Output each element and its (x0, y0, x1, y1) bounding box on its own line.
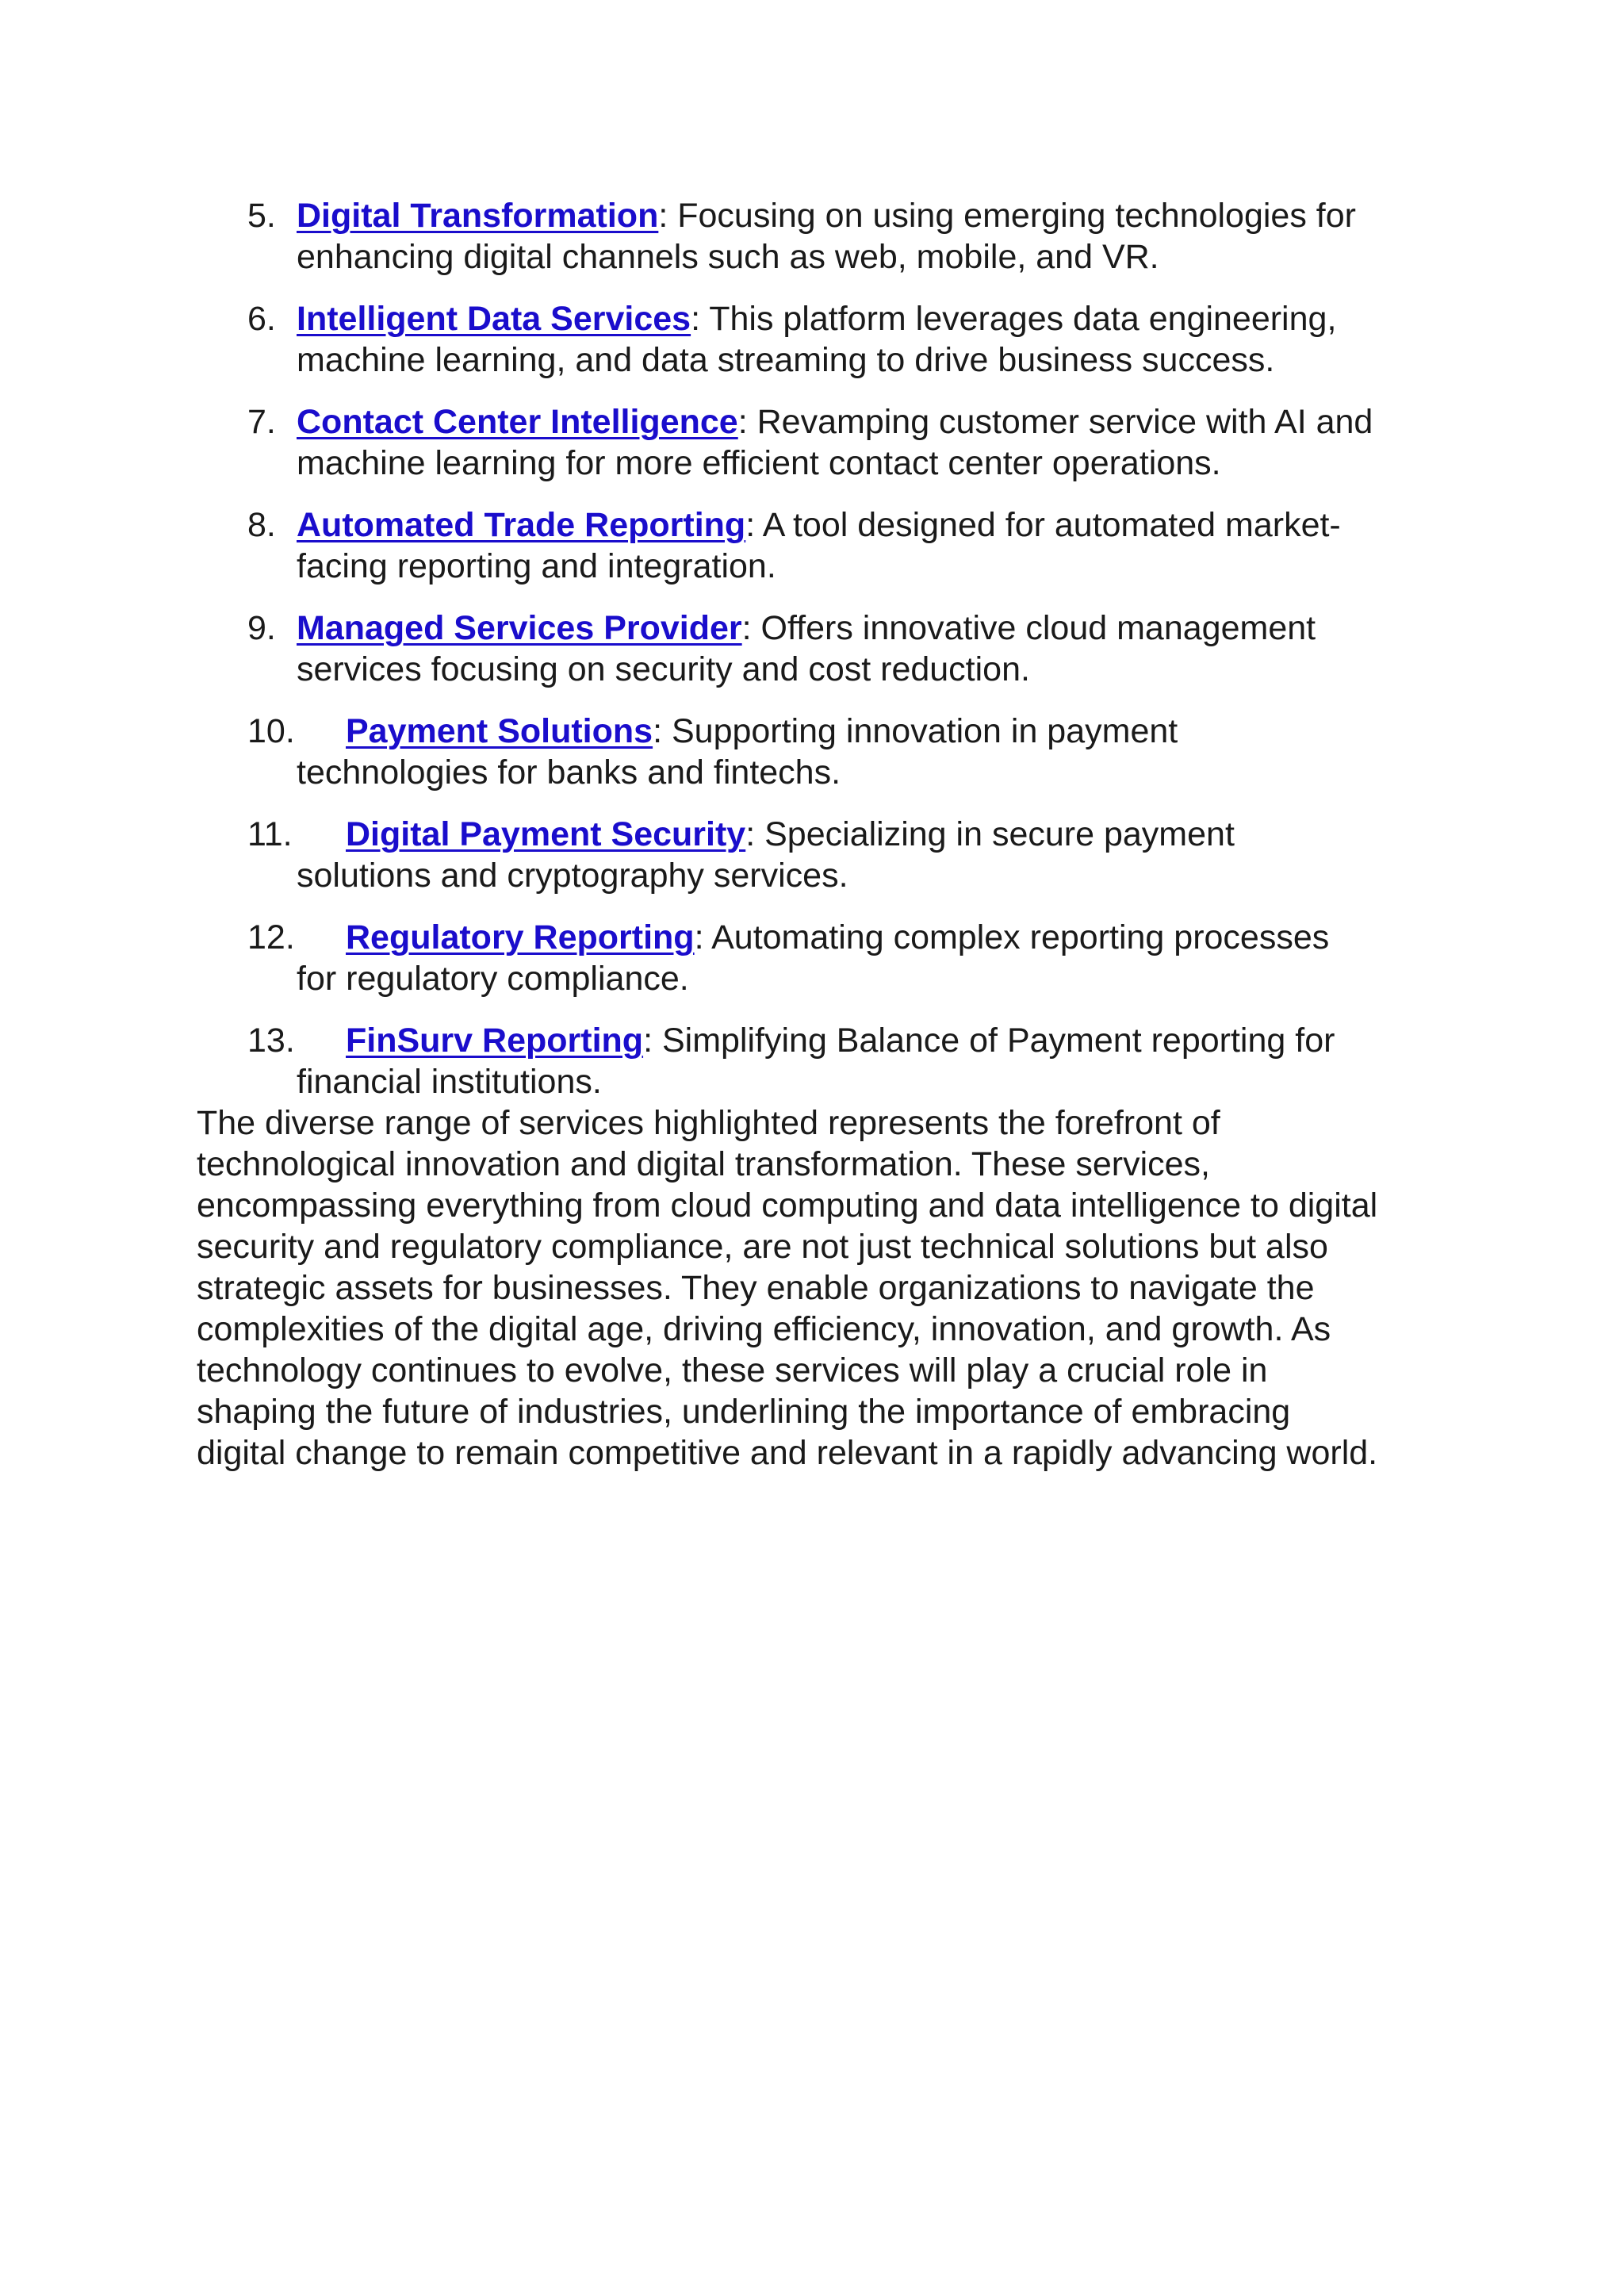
summary-paragraph (197, 1102, 1434, 1474)
item-description-cont: services focusing on security and cost reduction. (297, 650, 1030, 688)
item-description: : A tool designed for automated market- (745, 506, 1341, 544)
list-item (197, 711, 1434, 793)
list-item (197, 401, 1434, 484)
item-description-cont: for regulatory compliance. (297, 960, 689, 998)
summary-line: digital change to remain competitive and relevant in a rapidly advancing world. (197, 1434, 1378, 1472)
link-intelligent-data-services[interactable]: Intelligent Data Services (297, 300, 691, 338)
link-automated-trade-reporting[interactable]: Automated Trade Reporting (297, 506, 746, 544)
summary-line: encompassing everything from cloud computing and data intelligence to digital (197, 1186, 1378, 1225)
link-digital-payment-security[interactable]: Digital Payment Security (346, 815, 746, 853)
summary-line: The diverse range of services highlighted represents the forefront of (197, 1104, 1220, 1142)
item-number: 10. (247, 712, 295, 750)
list-item (197, 504, 1434, 587)
item-description: : Automating complex reporting processes (694, 918, 1330, 956)
item-number: 11. (247, 815, 293, 853)
document-content (197, 195, 1434, 1474)
item-number: 7. (247, 403, 276, 441)
item-number: 8. (247, 506, 276, 544)
item-description: : Specializing in secure payment (745, 815, 1235, 853)
list-item (197, 298, 1434, 381)
link-payment-solutions[interactable]: Payment Solutions (346, 712, 653, 750)
summary-line: technology continues to evolve, these services will play a crucial role in (197, 1351, 1268, 1389)
item-description-cont: facing reporting and integration. (297, 547, 776, 585)
item-number: 13. (247, 1022, 295, 1060)
summary-line: shaping the future of industries, underlining the importance of embracing (197, 1393, 1291, 1431)
item-number: 6. (247, 300, 276, 338)
item-description-cont: technologies for banks and fintechs. (297, 753, 841, 792)
link-managed-services-provider[interactable]: Managed Services Provider (297, 609, 742, 647)
list-item (197, 917, 1434, 999)
item-description-cont: enhancing digital channels such as web, mobile, and VR. (297, 238, 1159, 276)
item-description: : Simplifying Balance of Payment reporting for (643, 1022, 1335, 1060)
item-description-cont: machine learning, and data streaming to drive business success. (297, 341, 1275, 379)
link-digital-transformation[interactable]: Digital Transformation (297, 197, 659, 235)
item-description: : This platform leverages data engineering, (691, 300, 1337, 338)
summary-line: complexities of the digital age, driving efficiency, innovation, and growth. As (197, 1310, 1331, 1348)
summary-line: technological innovation and digital transformation. These services, (197, 1145, 1210, 1183)
item-number: 12. (247, 918, 295, 956)
summary-line: strategic assets for businesses. They enable organizations to navigate the (197, 1269, 1315, 1307)
list-item (197, 195, 1434, 278)
item-description-cont: solutions and cryptography services. (297, 857, 848, 895)
list-item (197, 814, 1434, 896)
item-description: : Focusing on using emerging technologies for (658, 197, 1356, 235)
link-regulatory-reporting[interactable]: Regulatory Reporting (346, 918, 695, 956)
list-item (197, 1020, 1434, 1102)
item-number: 5. (247, 197, 276, 235)
item-description: : Supporting innovation in payment (653, 712, 1178, 750)
item-description: : Revamping customer service with AI and (737, 403, 1373, 441)
item-number: 9. (247, 609, 276, 647)
link-finsurv-reporting[interactable]: FinSurv Reporting (346, 1022, 644, 1060)
item-description-cont: machine learning for more efficient contact center operations. (297, 444, 1221, 482)
services-list (197, 195, 1434, 1102)
link-contact-center-intelligence[interactable]: Contact Center Intelligence (297, 403, 738, 441)
item-description: : Offers innovative cloud management (741, 609, 1316, 647)
item-description-cont: financial institutions. (297, 1063, 602, 1101)
list-item (197, 608, 1434, 690)
summary-line: security and regulatory compliance, are not just technical solutions but also (197, 1228, 1328, 1266)
